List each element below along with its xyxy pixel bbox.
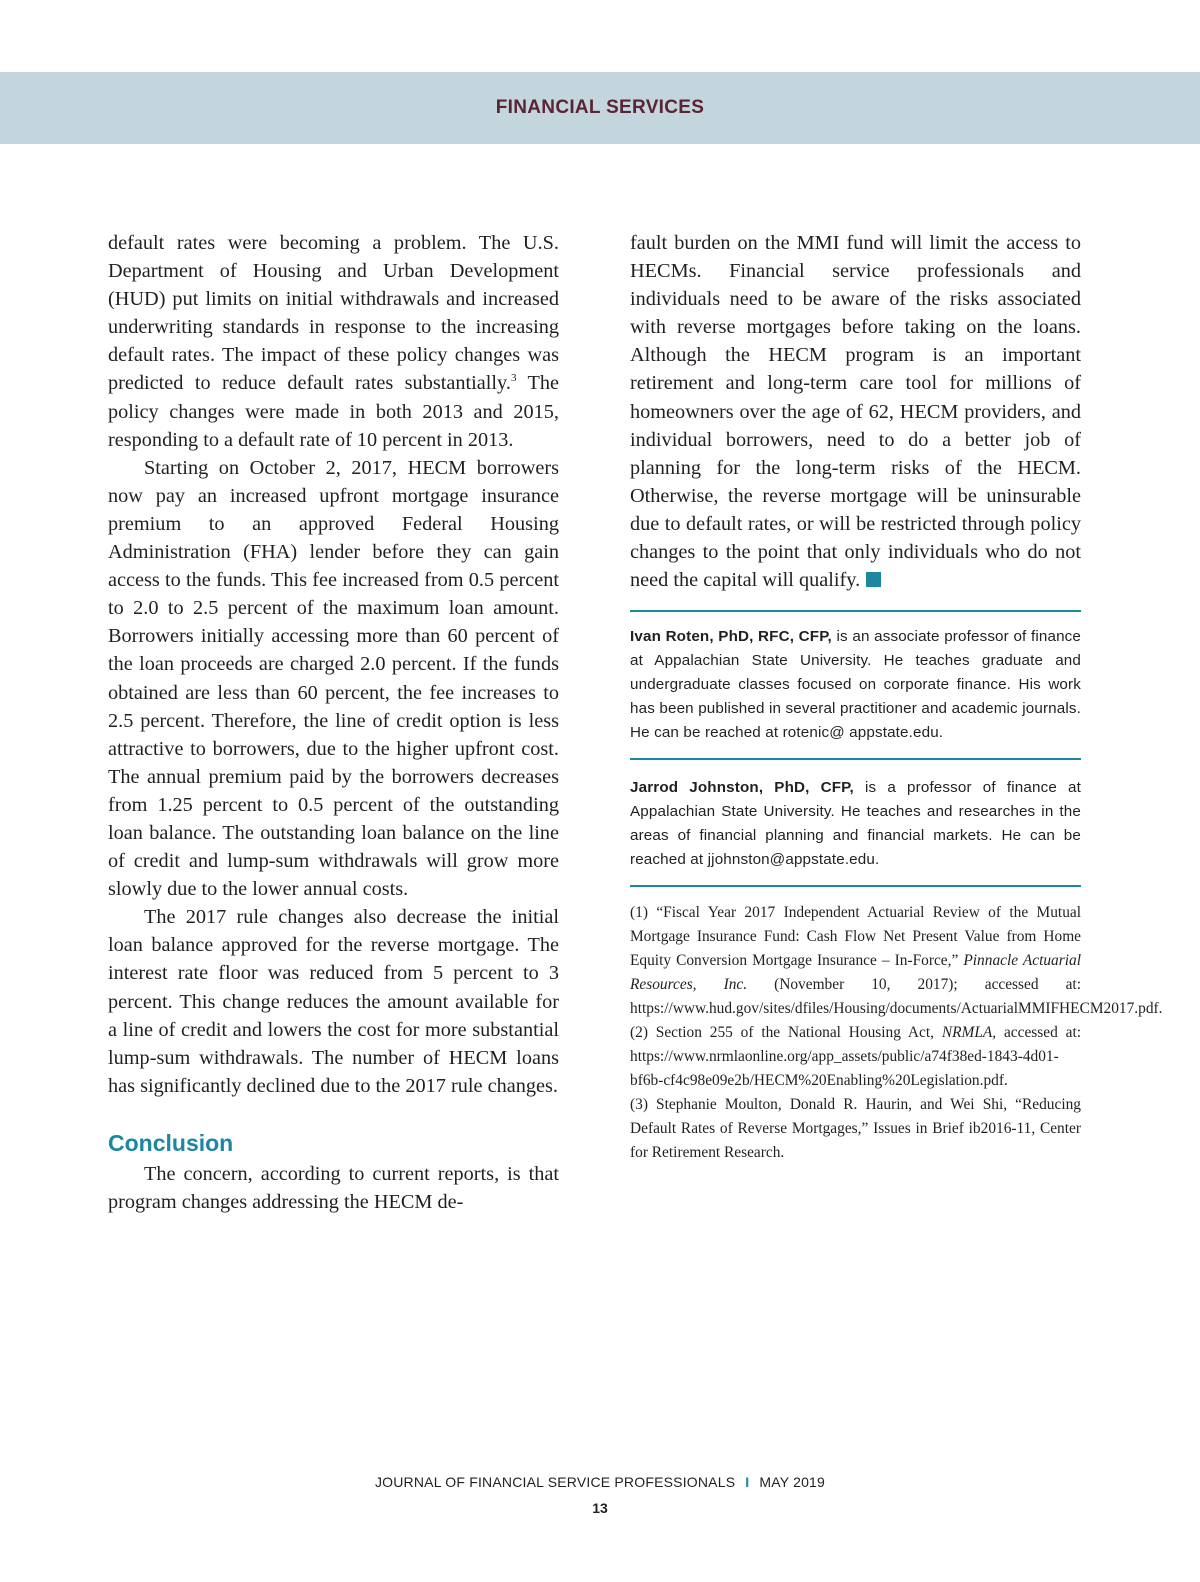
- paragraph: [108, 229, 559, 454]
- paragraph: [630, 229, 1081, 594]
- footnote-ref: 3: [510, 372, 517, 385]
- paragraph: The concern, according to current reports, is that program changes addressing the HECM de-: [108, 1162, 559, 1213]
- section-heading: Conclusion: [108, 1129, 234, 1156]
- page-number: 13: [592, 1500, 608, 1516]
- footer-separator: I: [745, 1474, 750, 1490]
- footnote-text: (November 10, 2017); accessed at: https://www.hud.gov/sites/dfiles/Housing/documents/ActuarialMMIFHECM2017.pdf.: [630, 976, 1163, 1018]
- footnote: (3) Stephanie Moulton, Donald R. Haurin, and Wei Shi, “Reducing Default Rates of Reverse Mortgages,” Issues in Brief ib2016-11, Center for Retirement Research.: [630, 1096, 1081, 1162]
- footnote-source: NRMLA,: [941, 1024, 997, 1042]
- author-bio: [630, 625, 1081, 745]
- author-bio: [630, 776, 1081, 872]
- footnote-text: (2) Section 255 of the National Housing Act,: [630, 1024, 942, 1042]
- footnote: [630, 1021, 1081, 1093]
- divider: [630, 885, 1081, 887]
- issue-date: MAY 2019: [759, 1474, 826, 1490]
- paragraph-text: The policy changes were made in both 2013 and 2015, responding to a default rate of 10 percent in 2013.: [108, 372, 559, 451]
- left-column: [108, 229, 559, 1216]
- author-name: Jarrod Johnston, PhD, CFP,: [630, 779, 854, 797]
- page-footer: [0, 1474, 1200, 1490]
- divider: [630, 758, 1081, 760]
- author-name: Ivan Roten, PhD, RFC, CFP,: [630, 628, 832, 646]
- paragraph: The 2017 rule changes also decrease the initial loan balance approved for the reverse mortgage. The interest rate floor was reduced from 5 percent to 3 percent. This change reduces the amount available for a line of credit and lowers the cost for more substantial lump-sum withdrawals. The number of HECM loans has significantly declined due to the 2017 rule changes.: [108, 906, 559, 1097]
- paragraph-text: fault burden on the MMI fund will limit the access to HECMs. Financial service professionals and individuals need to be aware of the risks associated with reverse mortgages before taking on the loans. Although the HECM program is an important retirement and long-term care tool for millions of homeowners over the age of 62, HECM providers, and individual borrowers, need to do a better job of planning for the long-term risks of the HECM. Otherwise, the reverse mortgage will be uninsurable due to default rates, or will be restricted through policy changes to the point that only individuals who do not need the capital will qualify.: [630, 232, 1081, 592]
- footnote: [630, 901, 1163, 1021]
- journal-name: JOURNAL OF FINANCIAL SERVICE PROFESSIONALS: [374, 1474, 736, 1490]
- divider: [630, 610, 1081, 612]
- paragraph-text: default rates were becoming a problem. The U.S. Department of Housing and Urban Development (HUD) put limits on initial withdrawals and increased underwriting standards in response to the increasing default rates. The impact of these policy changes was predicted to reduce default rates substantially.: [108, 232, 559, 395]
- end-of-article-icon: [866, 572, 881, 587]
- footnote-source: Pinnacle Actuarial Resources, Inc.: [630, 952, 1081, 994]
- right-column: [630, 229, 1163, 1165]
- section-title: FINANCIAL SERVICES: [495, 97, 705, 118]
- author-bio-text: is a professor of finance at Appalachian State University. He teaches and researches in the areas of financial planning and financial markets. He can be reached at jjohnston@appstate.edu.: [630, 779, 1081, 869]
- footnote-text: accessed at: https://www.nrmlaonline.org/app_assets/public/a74f38ed-1843-4d01-bf6b-cf4c98e09e2b/HECM%20Enabling%20Legislation.pdf.: [630, 1024, 1081, 1090]
- footnote-text: (1) “Fiscal Year 2017 Independent Actuarial Review of the Mutual Mortgage Insurance Fund: Cash Flow Net Present Value from Home Equity Conversion Mortgage Insurance – In-Force,”: [630, 904, 1081, 970]
- paragraph: Starting on October 2, 2017, HECM borrowers now pay an increased upfront mortgage insurance premium to an approved Federal Housing Administration (FHA) lender before they can gain access to the funds. This fee increased from 0.5 percent to 2.0 to 2.5 percent of the maximum loan amount. Borrowers initially accessing more than 60 percent of the loan proceeds are charged 2.0 percent. If the funds obtained are less than 60 percent, the fee increases to 2.5 percent. Therefore, the line of credit option is less attractive to borrowers, due to the higher upfront cost. The annual premium paid by the borrowers decreases from 1.25 percent to 0.5 percent of the outstanding loan balance. The outstanding loan balance on the line of credit and lump-sum withdrawals will grow more slowly due to the lower annual costs.: [108, 456, 559, 901]
- footnotes: [630, 901, 1163, 1165]
- author-bio-text: is an associate professor of finance at Appalachian State University. He teaches graduate and undergraduate classes focused on corporate finance. His work has been published in several practitioner and academic journals. He can be reached at rotenic@ appstate.edu.: [630, 628, 1082, 742]
- section-banner: [0, 72, 1200, 144]
